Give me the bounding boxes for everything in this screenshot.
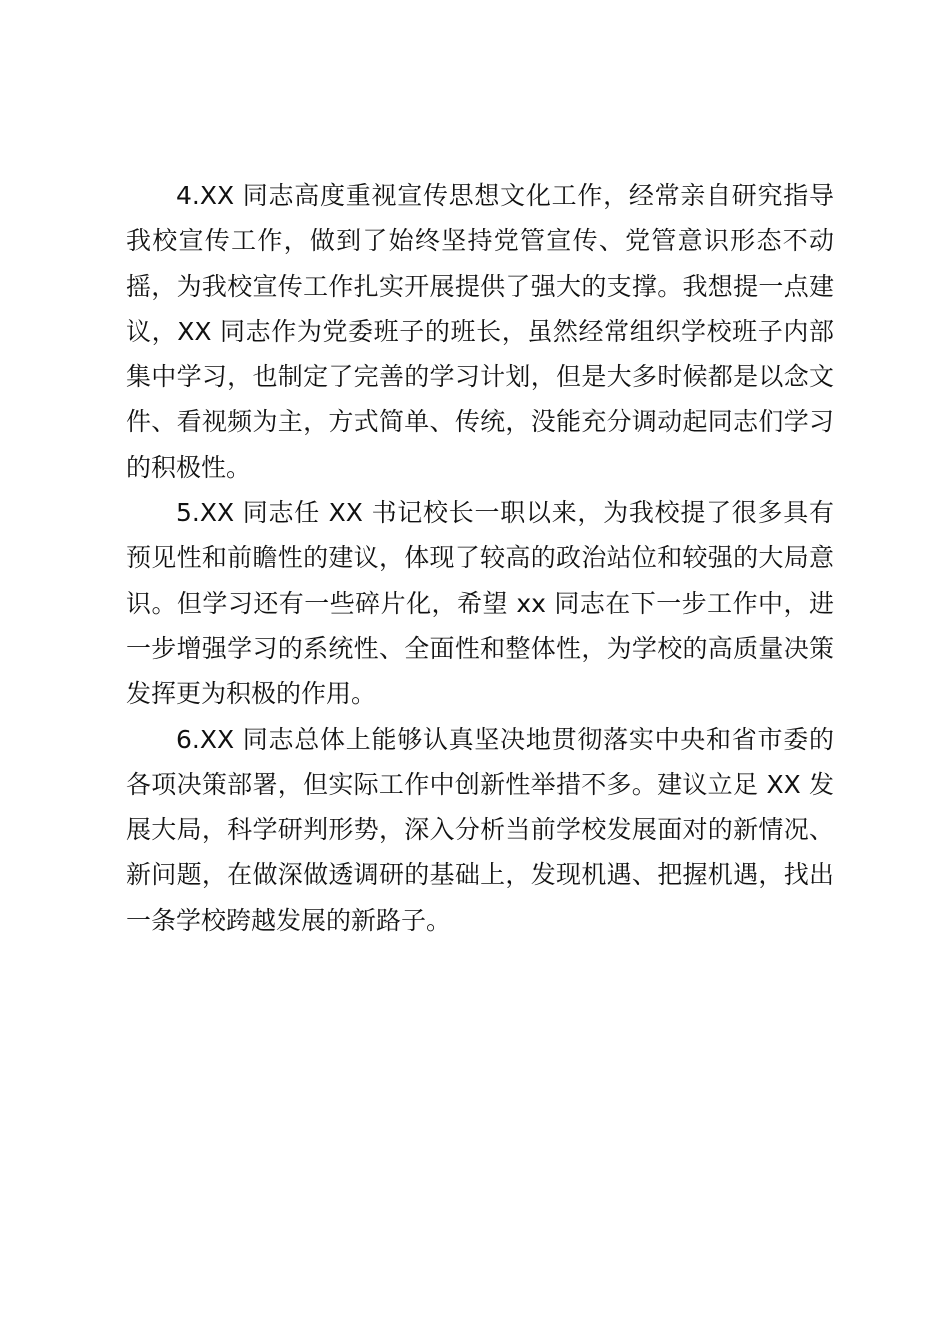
paragraph-6: 6.XX 同志总体上能够认真坚决地贯彻落实中央和省市委的各项决策部署，但实际工作中创新性举措不多。建议立足 XX 发展大局，科学研判形势，深入分析当前学校发展面对的新情况、新问题，在做深做透调研的基础上，发现机遇、把握机遇，找出一条学校跨越发展的新路子。 [126,724,834,935]
paragraph-4: 4.XX 同志高度重视宣传思想文化工作，经常亲自研究指导我校宣传工作，做到了始终坚持党管宣传、党管意识形态不动摇，为我校宣传工作扎实开展提供了强大的支撑。我想提一点建议，XX 同志作为党委班子的班长，虽然经常组织学校班子内部集中学习，也制定了完善的学习计划，但是大多时候都是以念文件、看视频为主，方式简单、传统，没能充分调动起同志们学习的积极性。 [126,181,834,482]
document-body [126,173,834,943]
paragraph-5: 5.XX 同志任 XX 书记校长一职以来，为我校提了很多具有预见性和前瞻性的建议，体现了较高的政治站位和较强的大局意识。但学习还有一些碎片化，希望 xx 同志在下一步工作中，进一步增强学习的系统性、全面性和整体性，为学校的高质量决策发挥更为积极的作用。 [126,498,834,709]
